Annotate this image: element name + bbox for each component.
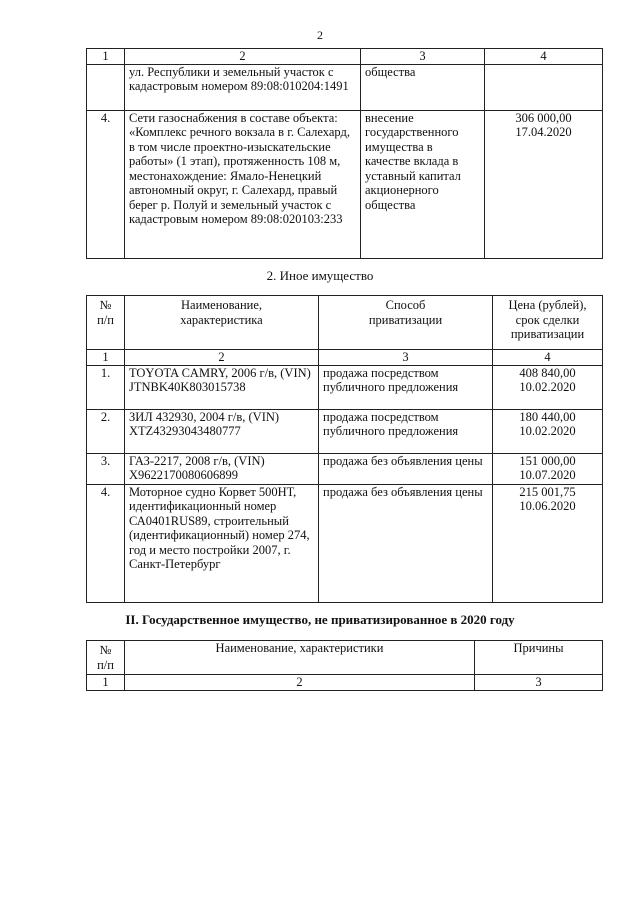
row-name: Сети газоснабжения в составе объекта: «Комплекс речного вокзала в г. Салехард, в том числе проектно-изыскательские работы» (1 этап), протяженность 108 м, местонахождение: Ямало-Ненецкий автономный округ, г. Салехард, правый берег р. Полуй и земельный участок с кадастровым номером 89:08:020103:233 bbox=[125, 110, 361, 258]
table-row bbox=[87, 110, 603, 258]
header-number: № п/п bbox=[87, 296, 125, 350]
col-num-1: 1 bbox=[87, 350, 125, 366]
property-table-continuation bbox=[86, 48, 603, 259]
section-title-other-property: 2. Иное имущество bbox=[266, 268, 374, 283]
row-method: продажа посредством публичного предложения bbox=[319, 409, 493, 453]
row-price-date bbox=[493, 453, 603, 484]
table-row bbox=[87, 409, 603, 453]
header-row bbox=[87, 641, 603, 675]
not-privatized-table bbox=[86, 640, 603, 691]
row-price: 306 000,00 bbox=[515, 110, 572, 125]
header-price: Цена (рублей), срок сделки приватизации bbox=[493, 296, 603, 350]
row-date: 10.02.2020 bbox=[519, 380, 576, 394]
header-row bbox=[87, 296, 603, 350]
col-num-2: 2 bbox=[125, 49, 361, 65]
row-name: ГАЗ-2217, 2008 г/в, (VIN) X9622170080606899 bbox=[125, 453, 319, 484]
col-num-1: 1 bbox=[87, 675, 125, 691]
header-name: Наименование, характеристика bbox=[125, 296, 319, 350]
section-title-not-privatized: II. Государственное имущество, не приватизированное в 2020 году bbox=[125, 612, 515, 627]
col-num-4: 4 bbox=[493, 350, 603, 366]
row-date: 10.06.2020 bbox=[519, 499, 576, 513]
row-price: 180 440,00 bbox=[519, 409, 576, 424]
column-number-row bbox=[87, 49, 603, 65]
row-price-date bbox=[493, 365, 603, 409]
table-row bbox=[87, 484, 603, 602]
col-num-4: 4 bbox=[485, 49, 603, 65]
row-name: ЗИЛ 432930, 2004 г/в, (VIN) XTZ43293043480777 bbox=[125, 409, 319, 453]
header-name: Наименование, характеристики bbox=[125, 641, 475, 675]
table-row bbox=[87, 64, 603, 110]
table-row bbox=[87, 453, 603, 484]
row-price bbox=[485, 64, 603, 110]
row-price-date bbox=[485, 110, 603, 258]
row-number: 2. bbox=[87, 409, 125, 453]
row-method: продажа без объявления цены bbox=[319, 453, 493, 484]
col-num-3: 3 bbox=[361, 49, 485, 65]
row-price-date bbox=[493, 409, 603, 453]
row-method: продажа без объявления цены bbox=[319, 484, 493, 602]
header-reasons: Причины bbox=[475, 641, 603, 675]
row-method: внесение государственного имущества в качестве вклада в уставный капитал акционерного общества bbox=[361, 110, 485, 258]
col-num-1: 1 bbox=[87, 49, 125, 65]
row-number: 3. bbox=[87, 453, 125, 484]
row-price: 408 840,00 bbox=[519, 365, 576, 380]
column-number-row bbox=[87, 675, 603, 691]
row-number bbox=[87, 64, 125, 110]
row-price-date bbox=[493, 484, 603, 602]
row-date: 17.04.2020 bbox=[515, 125, 572, 139]
col-num-2: 2 bbox=[125, 675, 475, 691]
column-number-row bbox=[87, 350, 603, 366]
col-num-2: 2 bbox=[125, 350, 319, 366]
row-price: 215 001,75 bbox=[519, 484, 576, 499]
table-row bbox=[87, 365, 603, 409]
header-method: Способ приватизации bbox=[319, 296, 493, 350]
row-number: 4. bbox=[87, 110, 125, 258]
col-num-3: 3 bbox=[475, 675, 603, 691]
row-name: Моторное судно Корвет 500НТ, идентификационный номер СА0401RUS89, строительный (идентификационный) номер 274, год и место постройки 2007, г. Санкт-Петербург bbox=[125, 484, 319, 602]
row-method: продажа посредством публичного предложения bbox=[319, 365, 493, 409]
row-price: 151 000,00 bbox=[519, 453, 576, 468]
header-number: № п/п bbox=[87, 641, 125, 675]
row-number: 4. bbox=[87, 484, 125, 602]
row-number: 1. bbox=[87, 365, 125, 409]
row-name: ул. Республики и земельный участок с кадастровым номером 89:08:010204:1491 bbox=[125, 64, 361, 110]
row-method: общества bbox=[361, 64, 485, 110]
col-num-3: 3 bbox=[319, 350, 493, 366]
row-date: 10.07.2020 bbox=[519, 468, 576, 482]
row-name: TOYOTA CAMRY, 2006 г/в, (VIN) JTNBK40K803015738 bbox=[125, 365, 319, 409]
other-property-table bbox=[86, 295, 603, 603]
page-number: 2 bbox=[317, 28, 323, 42]
row-date: 10.02.2020 bbox=[519, 424, 576, 438]
